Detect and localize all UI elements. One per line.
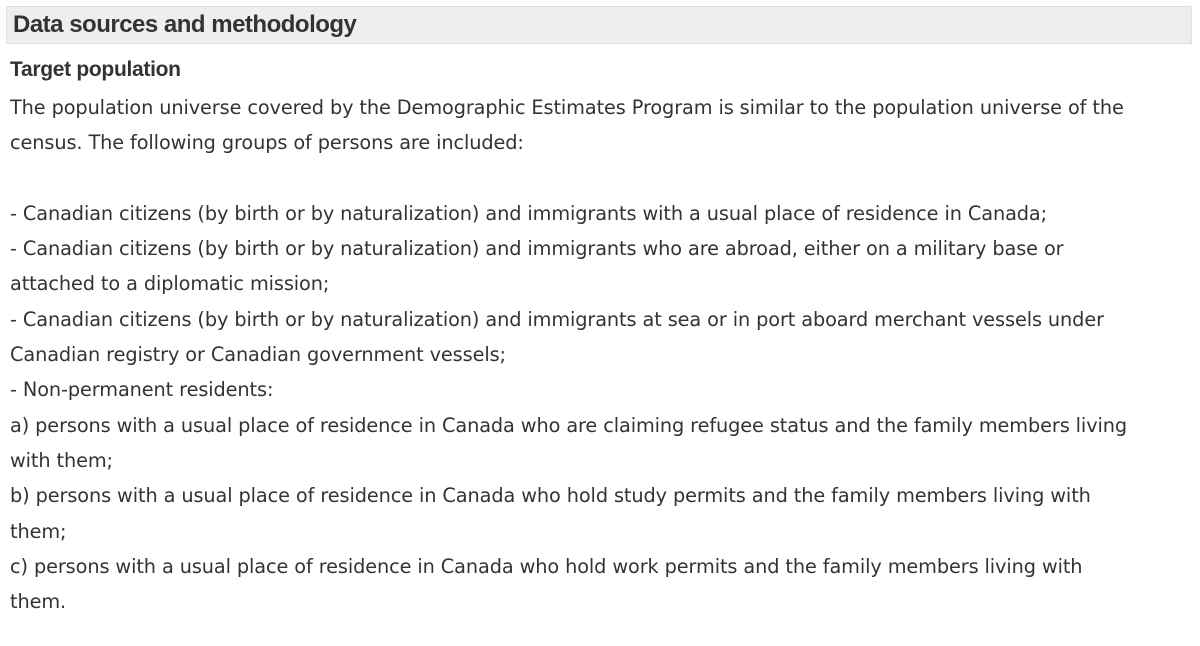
- list-item-line: them.: [10, 590, 67, 614]
- list-item-line: with them;: [10, 448, 113, 472]
- list-item-line: - Canadian citizens (by birth or by naturalization) and immigrants with a usual place of residence in Canada;: [10, 201, 1048, 225]
- list-item-line: - Non-permanent residents:: [10, 378, 274, 402]
- section-title: Data sources and methodology: [13, 11, 357, 38]
- subsection-title: Target population: [10, 58, 181, 81]
- text-line: census. The following groups of persons are included:: [10, 131, 524, 155]
- blank-line: [10, 161, 1192, 196]
- list-item-line: - Canadian citizens (by birth or by naturalization) and immigrants who are abroad, either on a military base or: [10, 237, 1064, 261]
- section-header: [6, 6, 1192, 44]
- list-item-line: b) persons with a usual place of residence in Canada who hold study permits and the family members living with: [10, 484, 1091, 508]
- list-item-line: them;: [10, 519, 67, 543]
- list-item-line: c) persons with a usual place of residence in Canada who hold work permits and the family members living with: [10, 554, 1083, 578]
- list-item-line: - Canadian citizens (by birth or by naturalization) and immigrants at sea or in port aboard merchant vessels under: [10, 307, 1104, 331]
- target-population-text: [10, 90, 1192, 619]
- list-item-line: Canadian registry or Canadian government vessels;: [10, 343, 506, 367]
- list-item-line: attached to a diplomatic mission;: [10, 272, 330, 296]
- text-line: The population universe covered by the Demographic Estimates Program is similar to the population universe of the: [10, 96, 1124, 119]
- list-item-line: a) persons with a usual place of residence in Canada who are claiming refugee status and the family members living: [10, 413, 1128, 437]
